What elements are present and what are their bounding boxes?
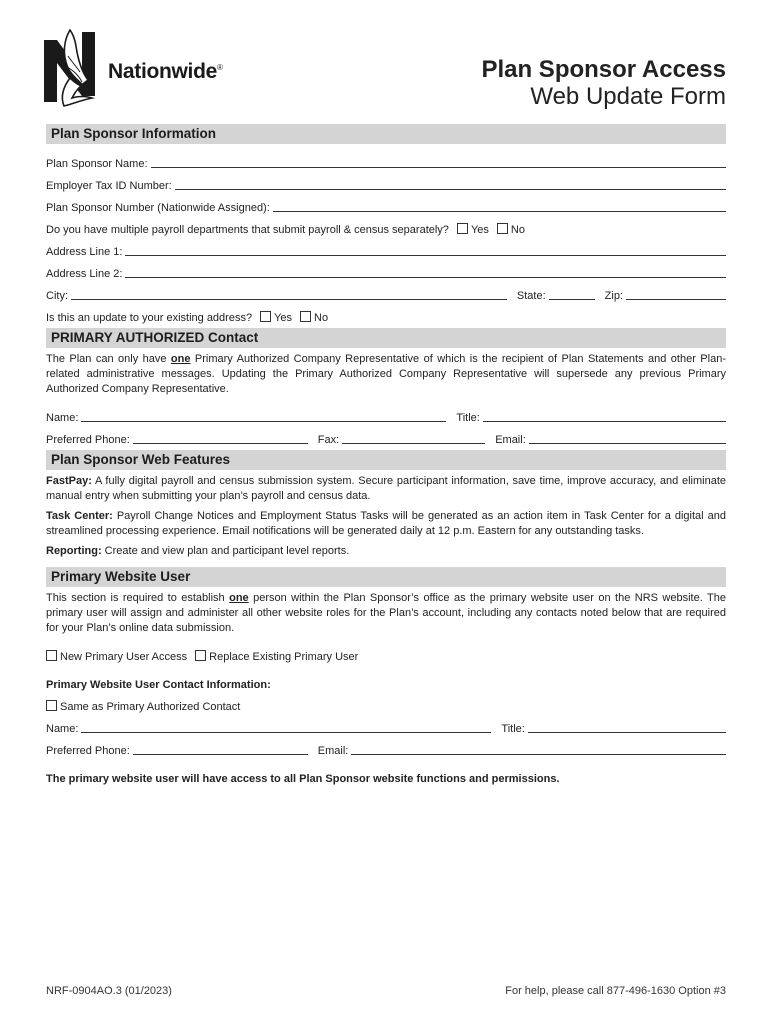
contact-title-label: Title:	[456, 412, 480, 424]
sponsor-number-field[interactable]	[273, 198, 726, 212]
reporting-label: Reporting:	[46, 545, 102, 557]
checkbox-icon[interactable]	[260, 311, 271, 322]
desc-text-rest: person within the Plan Sponsor’s office as the primary website user on the NRS website. The primary user will assign and administer all other website roles for the Plan’s account, including any contacts noted below that are required for your Plan’s online data submission.	[46, 592, 726, 634]
address2-row	[46, 258, 726, 280]
checkbox-icon[interactable]	[497, 223, 508, 234]
desc-text: This section is required to establish	[46, 592, 230, 604]
multiple-payroll-yes[interactable]	[457, 223, 489, 236]
reporting-paragraph	[46, 544, 726, 559]
contact-fax-field[interactable]	[342, 430, 485, 444]
desc-emphasis: one	[170, 353, 191, 365]
form-page	[46, 26, 726, 785]
desc-emphasis: one	[229, 592, 249, 604]
section-sponsor-info: Plan Sponsor Information	[46, 124, 726, 144]
tax-id-label: Employer Tax ID Number:	[46, 180, 172, 192]
registered-mark: ®	[217, 63, 223, 72]
nationwide-logo	[42, 26, 242, 110]
same-as-label: Same as Primary Authorized Contact	[60, 701, 241, 713]
contact-name-field[interactable]	[81, 408, 446, 422]
contact-phone-label: Preferred Phone:	[46, 434, 130, 446]
contact-email-field[interactable]	[529, 430, 726, 444]
checkbox-icon[interactable]	[46, 650, 57, 661]
new-access-label: New Primary User Access	[60, 651, 188, 663]
fastpay-label: FastPay:	[46, 475, 92, 487]
form-subtitle: Web Update Form	[530, 83, 726, 110]
task-center-paragraph	[46, 509, 726, 539]
help-text: For help, please call 877-496-1630 Option #3	[505, 985, 726, 997]
task-center-label: Task Center:	[46, 510, 113, 522]
address2-label: Address Line 2:	[46, 268, 123, 280]
tax-id-row	[46, 170, 726, 192]
fastpay-paragraph	[46, 474, 726, 504]
section-primary-contact: PRIMARY AUTHORIZED Contact	[46, 328, 726, 348]
user-phone-label: Preferred Phone:	[46, 745, 130, 757]
tax-id-field[interactable]	[175, 176, 726, 190]
form-code: NRF-0904AO.3 (01/2023)	[46, 985, 172, 997]
multiple-payroll-row	[46, 214, 726, 236]
checkbox-icon[interactable]	[195, 650, 206, 661]
same-as-row	[46, 691, 726, 713]
contact-phone-field[interactable]	[133, 430, 308, 444]
website-user-description	[46, 591, 726, 636]
zip-label: Zip:	[604, 290, 623, 302]
user-name-label: Name:	[46, 723, 79, 735]
sponsor-name-row	[46, 148, 726, 170]
contact-email-label: Email:	[495, 434, 526, 446]
contact-name-label: Name:	[46, 412, 79, 424]
reporting-text: Create and view plan and participant level reports.	[101, 545, 350, 557]
sponsor-name-field[interactable]	[151, 154, 727, 168]
state-field[interactable]	[549, 286, 595, 300]
replace-user-label: Replace Existing Primary User	[209, 651, 359, 663]
contact-title-field[interactable]	[483, 408, 726, 422]
task-center-text: Payroll Change Notices and Employment Status Tasks will be generated as an action item in Task Center for a digital and streamlined processing experience. Email notifications will be generated daily at 12 p.m. Eastern for any outstanding tasks.	[46, 510, 726, 537]
address1-row	[46, 236, 726, 258]
user-access-options-row	[46, 641, 726, 663]
yes-label: Yes	[274, 312, 293, 324]
address1-label: Address Line 1:	[46, 246, 123, 258]
sponsor-number-row	[46, 192, 726, 214]
fastpay-text: A fully digital payroll and census submission system. Secure participant information, save time, improve accuracy, and eliminate manual entry when submitting your plan’s payroll and census data.	[46, 475, 726, 502]
section-web-features: Plan Sponsor Web Features	[46, 450, 726, 470]
multiple-payroll-no[interactable]	[497, 223, 525, 236]
address-update-yes[interactable]	[260, 311, 292, 324]
address-update-question: Is this an update to your existing address?	[46, 312, 253, 324]
yes-label: Yes	[470, 224, 489, 236]
address2-field[interactable]	[125, 264, 726, 278]
user-title-field[interactable]	[528, 719, 726, 733]
city-state-zip-row	[46, 280, 726, 302]
sponsor-name-label: Plan Sponsor Name:	[46, 158, 148, 170]
new-access-option[interactable]	[46, 650, 187, 663]
user-name-field[interactable]	[81, 719, 491, 733]
multiple-payroll-question: Do you have multiple payroll departments that submit payroll & census separately?	[46, 224, 449, 236]
address-update-no[interactable]	[300, 311, 328, 324]
user-email-field[interactable]	[351, 741, 726, 755]
section-website-user: Primary Website User	[46, 567, 726, 587]
contact-phone-row	[46, 424, 726, 446]
contact-fax-label: Fax:	[317, 434, 340, 446]
user-title-label: Title:	[501, 723, 525, 735]
eagle-n-logo-icon	[42, 26, 104, 110]
state-label: State:	[516, 290, 546, 302]
contact-info-heading: Primary Website User Contact Information:	[46, 679, 271, 691]
city-label: City:	[46, 290, 68, 302]
sponsor-number-label: Plan Sponsor Number (Nationwide Assigned):	[46, 202, 270, 214]
checkbox-icon[interactable]	[300, 311, 311, 322]
form-title: Plan Sponsor Access	[481, 56, 726, 83]
address-update-row	[46, 302, 726, 324]
primary-contact-description	[46, 352, 726, 397]
contact-name-title-row	[46, 402, 726, 424]
address1-field[interactable]	[125, 242, 726, 256]
no-label: No	[510, 224, 525, 236]
same-as-option[interactable]	[46, 700, 240, 713]
checkbox-icon[interactable]	[457, 223, 468, 234]
desc-text-rest: Primary Authorized Company Representative of which is the recipient of Plan Statements and other Plan-related administrative messages. Updating the Primary Authorized Company Representative will supersede any previous Primary Authorized Company Representative.	[46, 353, 726, 395]
user-phone-email-row	[46, 735, 726, 757]
user-name-title-row	[46, 713, 726, 735]
website-user-note: The primary website user will have access to all Plan Sponsor website functions and permissions.	[46, 773, 560, 785]
checkbox-icon[interactable]	[46, 700, 57, 711]
header	[46, 26, 726, 124]
desc-text: The Plan can only have	[46, 353, 171, 365]
user-phone-field[interactable]	[133, 741, 308, 755]
user-email-label: Email:	[317, 745, 349, 757]
no-label: No	[314, 312, 329, 324]
brand-name	[108, 60, 223, 84]
replace-user-option[interactable]	[195, 650, 358, 663]
zip-field[interactable]	[626, 286, 726, 300]
brand-text: Nationwide	[108, 60, 218, 83]
city-field[interactable]	[71, 286, 507, 300]
